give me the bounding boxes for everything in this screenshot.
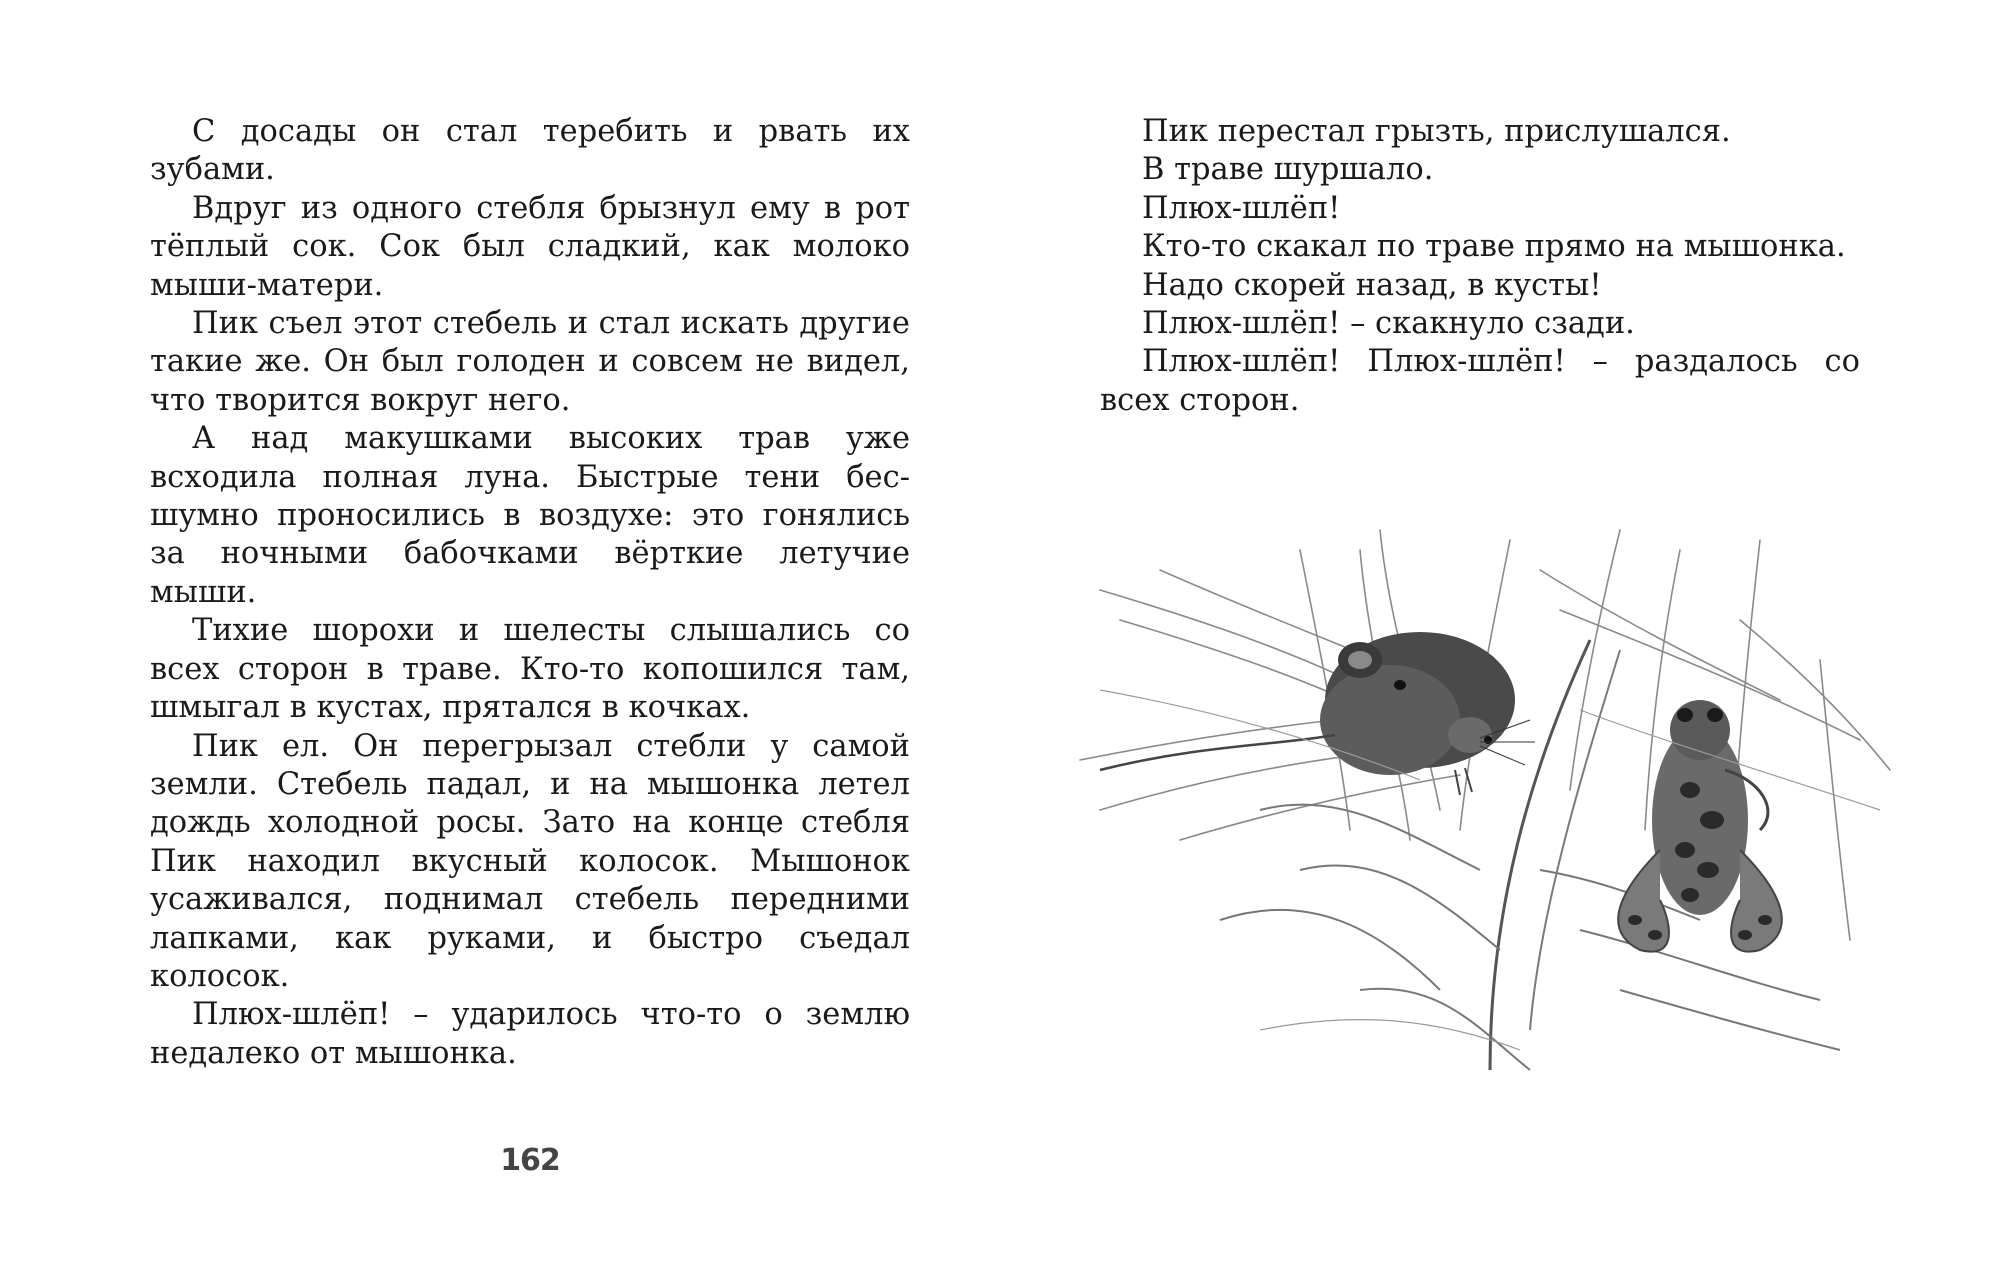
frog-eye bbox=[1707, 708, 1723, 722]
page-number: 162 bbox=[500, 1143, 560, 1178]
mouse-and-frog-illustration bbox=[1060, 510, 1940, 1120]
paragraph: В траве шуршало. bbox=[1142, 152, 1434, 188]
mouse-figure bbox=[1100, 632, 1535, 795]
paragraph: Плюх-шлёп! – скакнуло сзади. bbox=[1142, 306, 1635, 342]
paragraph: Вдруг из одного стебля брызнул ему в рот тёплый сок. Сок был сладкий, как молоко мыши-матери. bbox=[150, 190, 910, 303]
right-page-text bbox=[1100, 113, 1860, 420]
paragraph: Пик ел. Он перегрызал стебли у самой земли. Стебель падал, и на мышонка летел дождь холодной росы. Зато на конце стебля Пик находил вкусный колосок. Мышонок усаживался, поднимал стебель передними лапками, как руками, и быстро съедал колосок. bbox=[150, 728, 910, 994]
paragraph: Пик перестал грызть, прислушался. bbox=[1142, 114, 1731, 149]
mouse-eye bbox=[1394, 680, 1406, 690]
paragraph: Надо скорей назад, в кусты! bbox=[1142, 267, 1602, 303]
left-page-text bbox=[150, 113, 910, 1073]
mouse-paw bbox=[1455, 768, 1472, 795]
paragraph: Плюх-шлёп! bbox=[1142, 190, 1341, 226]
grass-stem bbox=[1530, 650, 1620, 1030]
paragraph: С досады он стал теребить и рвать их зубами. bbox=[150, 114, 910, 188]
mouse-tail bbox=[1100, 735, 1335, 770]
paragraph: Тихие шорохи и шелесты слышались со всех сторон в траве. Кто-то копошился там, шмыгал в кустах, прятался в кочках. bbox=[150, 613, 910, 726]
frog-eye bbox=[1677, 708, 1693, 722]
paragraph: Кто-то скакал по траве прямо на мышонка. bbox=[1142, 229, 1846, 265]
pencil-sketch bbox=[1060, 510, 1940, 1120]
paragraph: Пик съел этот стебель и стал искать другие такие же. Он был голоден и совсем не видел, что творится вокруг него. bbox=[150, 306, 910, 418]
paragraph: Плюх-шлёп! Плюх-шлёп! – раздалось со всех сторон. bbox=[1100, 344, 1860, 418]
mouse-nose bbox=[1484, 736, 1492, 744]
paragraph: Плюх-шлёп! – ударилось что-то о землю недалеко от мышонка. bbox=[150, 997, 910, 1071]
frog-figure bbox=[1618, 700, 1782, 952]
paragraph: А над макушками высоких трав уже всходила полная луна. Быстрые тени бесшумно проносились в воздухе: это гонялись за ночными бабочками вёрткие летучие мыши. bbox=[150, 421, 910, 610]
right-page bbox=[1000, 0, 2000, 1279]
